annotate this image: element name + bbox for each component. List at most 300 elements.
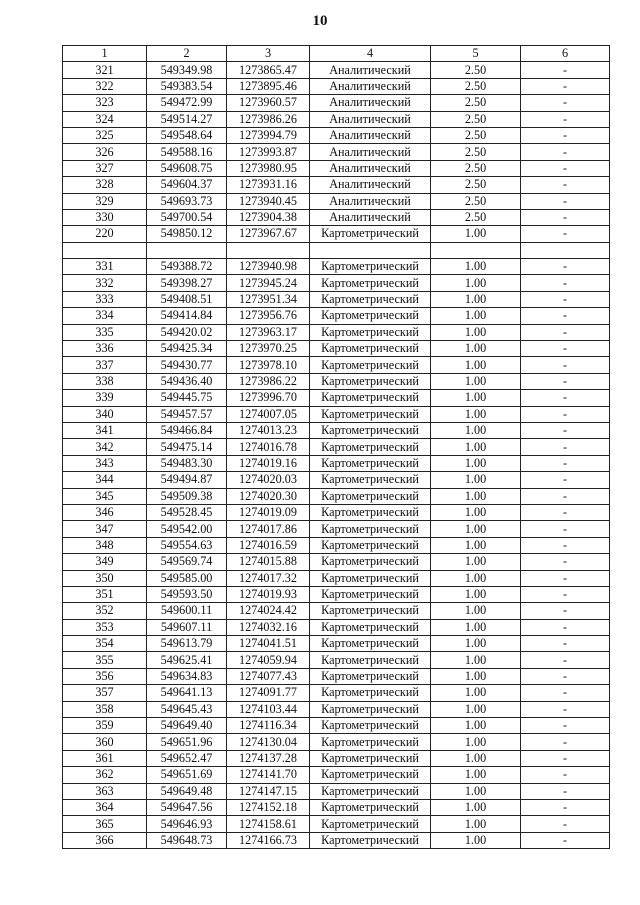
x-coordinate-cell: 549383.54 <box>147 78 227 94</box>
point-number-cell: 359 <box>63 718 147 734</box>
y-coordinate-cell: 1274147.15 <box>227 783 310 799</box>
header-cell: 5 <box>431 46 521 62</box>
method-cell: Картометрический <box>310 504 431 520</box>
table-row <box>63 324 610 340</box>
point-number-cell: 343 <box>63 455 147 471</box>
point-number-cell: 328 <box>63 177 147 193</box>
method-cell: Картометрический <box>310 308 431 324</box>
note-cell: - <box>521 193 610 209</box>
accuracy-cell: 1.00 <box>431 636 521 652</box>
note-cell: - <box>521 734 610 750</box>
y-coordinate-cell: 1274041.51 <box>227 636 310 652</box>
table-row <box>63 504 610 520</box>
x-coordinate-cell: 549613.79 <box>147 636 227 652</box>
point-number-cell: 220 <box>63 226 147 242</box>
point-number-cell: 363 <box>63 783 147 799</box>
table-row <box>63 275 610 291</box>
point-number-cell: 358 <box>63 701 147 717</box>
accuracy-cell: 1.00 <box>431 373 521 389</box>
table-row <box>63 636 610 652</box>
note-cell: - <box>521 341 610 357</box>
method-cell: Картометрический <box>310 701 431 717</box>
table-row <box>63 390 610 406</box>
y-coordinate-cell: 1274016.78 <box>227 439 310 455</box>
y-coordinate-cell: 1273963.17 <box>227 324 310 340</box>
method-cell: Картометрический <box>310 619 431 635</box>
table-row <box>63 422 610 438</box>
table-row <box>63 406 610 422</box>
x-coordinate-cell: 549641.13 <box>147 685 227 701</box>
note-cell: - <box>521 504 610 520</box>
point-number-cell: 322 <box>63 78 147 94</box>
table-row <box>63 570 610 586</box>
x-coordinate-cell: 549548.64 <box>147 127 227 143</box>
x-coordinate-cell: 549466.84 <box>147 422 227 438</box>
accuracy-cell: 1.00 <box>431 619 521 635</box>
method-cell: Картометрический <box>310 259 431 275</box>
accuracy-cell: 1.00 <box>431 406 521 422</box>
x-coordinate-cell: 549700.54 <box>147 209 227 225</box>
point-number-cell <box>63 242 147 258</box>
point-number-cell: 346 <box>63 504 147 520</box>
method-cell: Картометрический <box>310 832 431 848</box>
method-cell: Аналитический <box>310 209 431 225</box>
point-number-cell: 326 <box>63 144 147 160</box>
accuracy-cell: 2.50 <box>431 177 521 193</box>
y-coordinate-cell: 1274019.09 <box>227 504 310 520</box>
x-coordinate-cell: 549648.73 <box>147 832 227 848</box>
x-coordinate-cell: 549651.69 <box>147 767 227 783</box>
point-number-cell: 335 <box>63 324 147 340</box>
x-coordinate-cell: 549472.99 <box>147 95 227 111</box>
x-coordinate-cell: 549414.84 <box>147 308 227 324</box>
header-cell: 1 <box>63 46 147 62</box>
accuracy-cell: 2.50 <box>431 193 521 209</box>
x-coordinate-cell: 549388.72 <box>147 259 227 275</box>
point-number-cell: 321 <box>63 62 147 78</box>
note-cell: - <box>521 439 610 455</box>
x-coordinate-cell <box>147 242 227 258</box>
accuracy-cell: 1.00 <box>431 685 521 701</box>
table-row <box>63 554 610 570</box>
table-row <box>63 455 610 471</box>
method-cell: Картометрический <box>310 390 431 406</box>
table-row <box>63 718 610 734</box>
accuracy-cell: 1.00 <box>431 226 521 242</box>
method-cell: Картометрический <box>310 357 431 373</box>
method-cell: Аналитический <box>310 62 431 78</box>
table-row <box>63 373 610 389</box>
table-row <box>63 95 610 111</box>
note-cell: - <box>521 652 610 668</box>
table-row <box>63 603 610 619</box>
y-coordinate-cell: 1274166.73 <box>227 832 310 848</box>
table-row <box>63 160 610 176</box>
accuracy-cell: 2.50 <box>431 144 521 160</box>
accuracy-cell: 1.00 <box>431 291 521 307</box>
table-row <box>63 799 610 815</box>
y-coordinate-cell: 1274016.59 <box>227 537 310 553</box>
x-coordinate-cell: 549494.87 <box>147 472 227 488</box>
x-coordinate-cell: 549652.47 <box>147 750 227 766</box>
table-row <box>63 472 610 488</box>
accuracy-cell: 1.00 <box>431 603 521 619</box>
note-cell: - <box>521 406 610 422</box>
y-coordinate-cell: 1273951.34 <box>227 291 310 307</box>
x-coordinate-cell: 549649.40 <box>147 718 227 734</box>
accuracy-cell: 1.00 <box>431 259 521 275</box>
method-cell: Картометрический <box>310 816 431 832</box>
x-coordinate-cell: 549398.27 <box>147 275 227 291</box>
accuracy-cell: 2.50 <box>431 209 521 225</box>
method-cell: Картометрический <box>310 685 431 701</box>
y-coordinate-cell: 1274130.04 <box>227 734 310 750</box>
note-cell: - <box>521 668 610 684</box>
point-number-cell: 348 <box>63 537 147 553</box>
y-coordinate-cell: 1273980.95 <box>227 160 310 176</box>
x-coordinate-cell: 549349.98 <box>147 62 227 78</box>
method-cell: Картометрический <box>310 734 431 750</box>
accuracy-cell: 1.00 <box>431 750 521 766</box>
point-number-cell: 342 <box>63 439 147 455</box>
y-coordinate-cell <box>227 242 310 258</box>
y-coordinate-cell: 1274007.05 <box>227 406 310 422</box>
note-cell: - <box>521 799 610 815</box>
point-number-cell: 356 <box>63 668 147 684</box>
point-number-cell: 332 <box>63 275 147 291</box>
x-coordinate-cell: 549569.74 <box>147 554 227 570</box>
table-row <box>63 291 610 307</box>
method-cell: Картометрический <box>310 636 431 652</box>
point-number-cell: 347 <box>63 521 147 537</box>
table-row <box>63 127 610 143</box>
y-coordinate-cell: 1273904.38 <box>227 209 310 225</box>
point-number-cell: 333 <box>63 291 147 307</box>
point-number-cell: 329 <box>63 193 147 209</box>
note-cell: - <box>521 390 610 406</box>
table-row <box>63 308 610 324</box>
y-coordinate-cell: 1273956.76 <box>227 308 310 324</box>
table-row <box>63 537 610 553</box>
accuracy-cell: 1.00 <box>431 668 521 684</box>
method-cell: Картометрический <box>310 570 431 586</box>
y-coordinate-cell: 1274015.88 <box>227 554 310 570</box>
x-coordinate-cell: 549588.16 <box>147 144 227 160</box>
method-cell: Картометрический <box>310 554 431 570</box>
point-number-cell: 357 <box>63 685 147 701</box>
table-row <box>63 144 610 160</box>
y-coordinate-cell: 1274017.86 <box>227 521 310 537</box>
table-row <box>63 111 610 127</box>
method-cell: Картометрический <box>310 718 431 734</box>
y-coordinate-cell: 1273996.70 <box>227 390 310 406</box>
method-cell: Аналитический <box>310 144 431 160</box>
note-cell: - <box>521 78 610 94</box>
table-row <box>63 685 610 701</box>
note-cell: - <box>521 750 610 766</box>
note-cell: - <box>521 308 610 324</box>
table-row <box>63 652 610 668</box>
method-cell: Картометрический <box>310 275 431 291</box>
note-cell <box>521 242 610 258</box>
method-cell: Картометрический <box>310 488 431 504</box>
method-cell: Картометрический <box>310 291 431 307</box>
point-number-cell: 325 <box>63 127 147 143</box>
table-row <box>63 226 610 242</box>
y-coordinate-cell: 1273986.26 <box>227 111 310 127</box>
note-cell: - <box>521 701 610 717</box>
y-coordinate-cell: 1274020.03 <box>227 472 310 488</box>
accuracy-cell: 1.00 <box>431 324 521 340</box>
method-cell: Картометрический <box>310 767 431 783</box>
accuracy-cell: 1.00 <box>431 816 521 832</box>
note-cell: - <box>521 685 610 701</box>
x-coordinate-cell: 549436.40 <box>147 373 227 389</box>
note-cell: - <box>521 62 610 78</box>
method-cell: Картометрический <box>310 455 431 471</box>
point-number-cell: 330 <box>63 209 147 225</box>
accuracy-cell: 1.00 <box>431 783 521 799</box>
method-cell: Аналитический <box>310 160 431 176</box>
y-coordinate-cell: 1274019.16 <box>227 455 310 471</box>
accuracy-cell: 1.00 <box>431 390 521 406</box>
x-coordinate-cell: 549651.96 <box>147 734 227 750</box>
note-cell: - <box>521 488 610 504</box>
point-number-cell: 336 <box>63 341 147 357</box>
point-number-cell: 353 <box>63 619 147 635</box>
note-cell: - <box>521 718 610 734</box>
header-cell: 2 <box>147 46 227 62</box>
note-cell: - <box>521 144 610 160</box>
accuracy-cell: 1.00 <box>431 554 521 570</box>
accuracy-cell: 1.00 <box>431 422 521 438</box>
x-coordinate-cell: 549649.48 <box>147 783 227 799</box>
accuracy-cell: 1.00 <box>431 521 521 537</box>
method-cell: Аналитический <box>310 127 431 143</box>
note-cell: - <box>521 111 610 127</box>
table-row <box>63 357 610 373</box>
x-coordinate-cell: 549509.38 <box>147 488 227 504</box>
accuracy-cell: 1.00 <box>431 341 521 357</box>
note-cell: - <box>521 816 610 832</box>
y-coordinate-cell: 1274013.23 <box>227 422 310 438</box>
x-coordinate-cell: 549514.27 <box>147 111 227 127</box>
y-coordinate-cell: 1273960.57 <box>227 95 310 111</box>
y-coordinate-cell: 1273978.10 <box>227 357 310 373</box>
accuracy-cell: 1.00 <box>431 570 521 586</box>
x-coordinate-cell: 549607.11 <box>147 619 227 635</box>
y-coordinate-cell: 1274020.30 <box>227 488 310 504</box>
accuracy-cell: 1.00 <box>431 586 521 602</box>
accuracy-cell: 1.00 <box>431 734 521 750</box>
accuracy-cell: 1.00 <box>431 799 521 815</box>
x-coordinate-cell: 549850.12 <box>147 226 227 242</box>
point-number-cell: 362 <box>63 767 147 783</box>
table-row <box>63 783 610 799</box>
point-number-cell: 344 <box>63 472 147 488</box>
y-coordinate-cell: 1273940.45 <box>227 193 310 209</box>
note-cell: - <box>521 324 610 340</box>
accuracy-cell: 2.50 <box>431 111 521 127</box>
accuracy-cell: 2.50 <box>431 78 521 94</box>
accuracy-cell: 2.50 <box>431 127 521 143</box>
method-cell: Аналитический <box>310 111 431 127</box>
x-coordinate-cell: 549645.43 <box>147 701 227 717</box>
table-row <box>63 78 610 94</box>
method-cell: Аналитический <box>310 177 431 193</box>
table-row <box>63 177 610 193</box>
table-row <box>63 619 610 635</box>
y-coordinate-cell: 1273940.98 <box>227 259 310 275</box>
point-number-cell: 349 <box>63 554 147 570</box>
accuracy-cell: 1.00 <box>431 488 521 504</box>
x-coordinate-cell: 549646.93 <box>147 816 227 832</box>
note-cell: - <box>521 619 610 635</box>
note-cell: - <box>521 636 610 652</box>
accuracy-cell: 1.00 <box>431 832 521 848</box>
accuracy-cell: 1.00 <box>431 701 521 717</box>
y-coordinate-cell: 1274032.16 <box>227 619 310 635</box>
table-row <box>63 488 610 504</box>
accuracy-cell: 1.00 <box>431 767 521 783</box>
table-row <box>63 259 610 275</box>
header-cell: 4 <box>310 46 431 62</box>
note-cell: - <box>521 455 610 471</box>
y-coordinate-cell: 1274141.70 <box>227 767 310 783</box>
accuracy-cell: 1.00 <box>431 308 521 324</box>
y-coordinate-cell: 1274158.61 <box>227 816 310 832</box>
y-coordinate-cell: 1274017.32 <box>227 570 310 586</box>
y-coordinate-cell: 1273970.25 <box>227 341 310 357</box>
header-cell: 6 <box>521 46 610 62</box>
table-row <box>63 62 610 78</box>
note-cell: - <box>521 357 610 373</box>
x-coordinate-cell: 549554.63 <box>147 537 227 553</box>
table-row <box>63 242 610 258</box>
method-cell: Картометрический <box>310 226 431 242</box>
method-cell: Аналитический <box>310 95 431 111</box>
y-coordinate-cell: 1273865.47 <box>227 62 310 78</box>
x-coordinate-cell: 549600.11 <box>147 603 227 619</box>
method-cell: Картометрический <box>310 750 431 766</box>
y-coordinate-cell: 1274091.77 <box>227 685 310 701</box>
method-cell: Картометрический <box>310 422 431 438</box>
point-number-cell: 341 <box>63 422 147 438</box>
y-coordinate-cell: 1274103.44 <box>227 701 310 717</box>
x-coordinate-cell: 549625.41 <box>147 652 227 668</box>
accuracy-cell: 1.00 <box>431 275 521 291</box>
note-cell: - <box>521 603 610 619</box>
x-coordinate-cell: 549420.02 <box>147 324 227 340</box>
point-number-cell: 331 <box>63 259 147 275</box>
table-row <box>63 832 610 848</box>
y-coordinate-cell: 1274152.18 <box>227 799 310 815</box>
y-coordinate-cell: 1274077.43 <box>227 668 310 684</box>
point-number-cell: 345 <box>63 488 147 504</box>
method-cell: Картометрический <box>310 472 431 488</box>
accuracy-cell: 1.00 <box>431 718 521 734</box>
note-cell: - <box>521 554 610 570</box>
point-number-cell: 324 <box>63 111 147 127</box>
point-number-cell: 354 <box>63 636 147 652</box>
header-row <box>63 46 610 62</box>
x-coordinate-cell: 549647.56 <box>147 799 227 815</box>
header-cell: 3 <box>227 46 310 62</box>
accuracy-cell: 1.00 <box>431 439 521 455</box>
y-coordinate-cell: 1273967.67 <box>227 226 310 242</box>
accuracy-cell: 1.00 <box>431 472 521 488</box>
accuracy-cell: 1.00 <box>431 537 521 553</box>
method-cell: Картометрический <box>310 521 431 537</box>
y-coordinate-cell: 1274019.93 <box>227 586 310 602</box>
method-cell <box>310 242 431 258</box>
note-cell: - <box>521 373 610 389</box>
method-cell: Картометрический <box>310 603 431 619</box>
x-coordinate-cell: 549408.51 <box>147 291 227 307</box>
method-cell: Аналитический <box>310 78 431 94</box>
x-coordinate-cell: 549457.57 <box>147 406 227 422</box>
y-coordinate-cell: 1274059.94 <box>227 652 310 668</box>
y-coordinate-cell: 1274116.34 <box>227 718 310 734</box>
y-coordinate-cell: 1273986.22 <box>227 373 310 389</box>
table-row <box>63 521 610 537</box>
accuracy-cell: 2.50 <box>431 62 521 78</box>
method-cell: Картометрический <box>310 783 431 799</box>
note-cell: - <box>521 291 610 307</box>
table-row <box>63 586 610 602</box>
x-coordinate-cell: 549593.50 <box>147 586 227 602</box>
y-coordinate-cell: 1273945.24 <box>227 275 310 291</box>
accuracy-cell: 1.00 <box>431 357 521 373</box>
note-cell: - <box>521 226 610 242</box>
accuracy-cell: 2.50 <box>431 95 521 111</box>
note-cell: - <box>521 209 610 225</box>
point-number-cell: 366 <box>63 832 147 848</box>
x-coordinate-cell: 549445.75 <box>147 390 227 406</box>
note-cell: - <box>521 586 610 602</box>
point-number-cell: 338 <box>63 373 147 389</box>
x-coordinate-cell: 549430.77 <box>147 357 227 373</box>
table-row <box>63 767 610 783</box>
y-coordinate-cell: 1273993.87 <box>227 144 310 160</box>
method-cell: Картометрический <box>310 406 431 422</box>
note-cell: - <box>521 177 610 193</box>
x-coordinate-cell: 549425.34 <box>147 341 227 357</box>
method-cell: Картометрический <box>310 439 431 455</box>
y-coordinate-cell: 1273931.16 <box>227 177 310 193</box>
x-coordinate-cell: 549542.00 <box>147 521 227 537</box>
note-cell: - <box>521 95 610 111</box>
y-coordinate-cell: 1274137.28 <box>227 750 310 766</box>
method-cell: Картометрический <box>310 668 431 684</box>
point-number-cell: 351 <box>63 586 147 602</box>
y-coordinate-cell: 1274024.42 <box>227 603 310 619</box>
accuracy-cell: 1.00 <box>431 652 521 668</box>
point-number-cell: 340 <box>63 406 147 422</box>
method-cell: Картометрический <box>310 324 431 340</box>
point-number-cell: 355 <box>63 652 147 668</box>
method-cell: Картометрический <box>310 586 431 602</box>
y-coordinate-cell: 1273895.46 <box>227 78 310 94</box>
method-cell: Картометрический <box>310 652 431 668</box>
table-row <box>63 750 610 766</box>
table-row <box>63 668 610 684</box>
method-cell: Картометрический <box>310 537 431 553</box>
note-cell: - <box>521 521 610 537</box>
table-header <box>63 46 610 62</box>
point-number-cell: 352 <box>63 603 147 619</box>
accuracy-cell: 1.00 <box>431 504 521 520</box>
